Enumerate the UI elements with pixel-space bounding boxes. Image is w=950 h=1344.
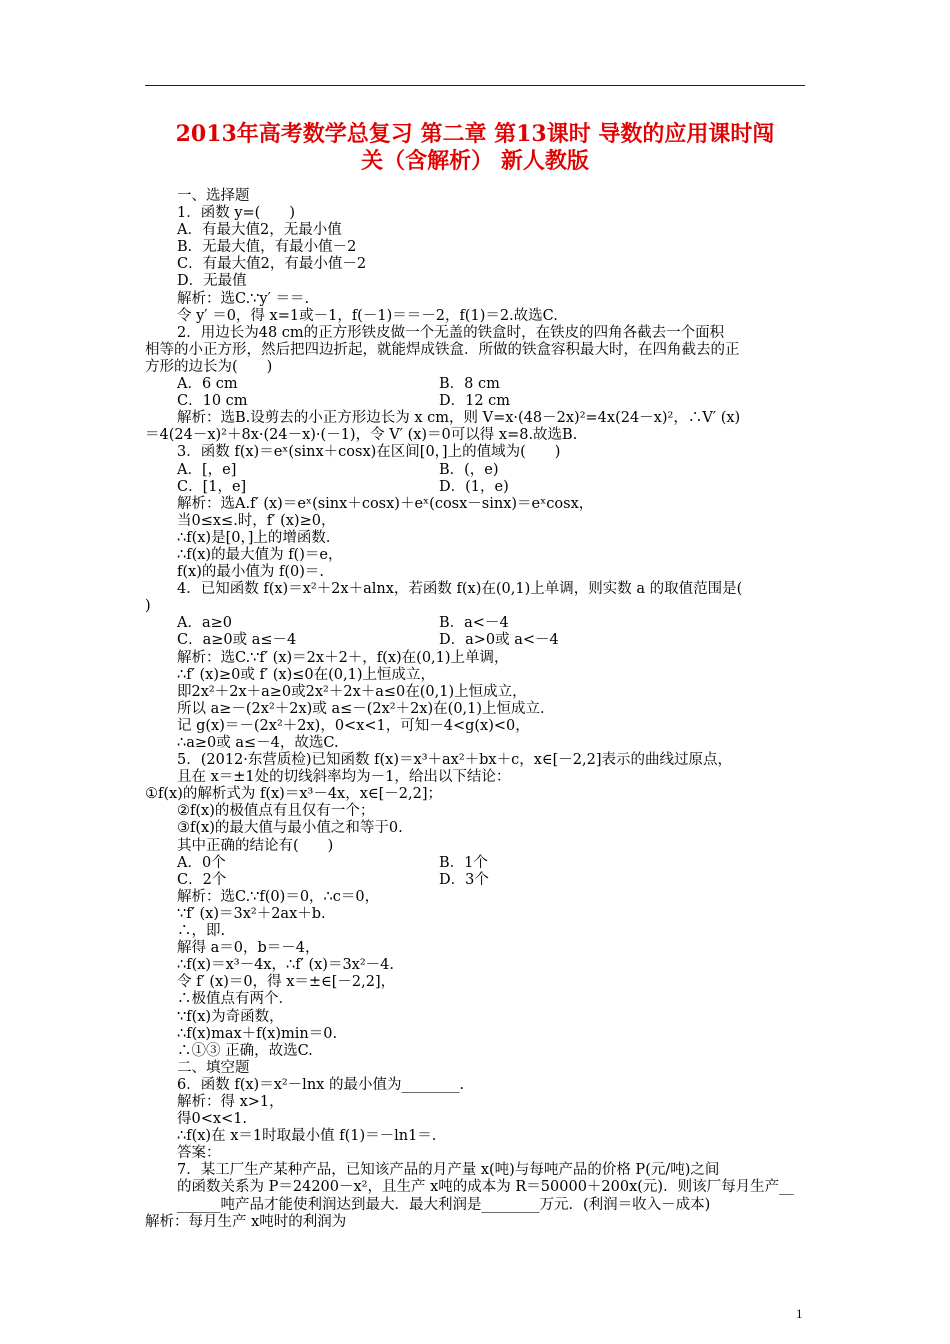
text-line: 6．函数 f(x)＝x²－lnx 的最小值为________.: [177, 1076, 465, 1093]
text-line: 即2x²＋2x＋a≥0或2x²＋2x＋a≤0在(0,1)上恒成立，: [177, 683, 527, 700]
option-choice: C．[1，e]: [177, 478, 247, 495]
text-line: ∴f(x)在 x＝1时取最小值 f(1)＝－ln1＝.: [177, 1128, 437, 1145]
option-choice: A．6 cm: [177, 376, 238, 393]
text-line: 得0<x<1.: [177, 1111, 248, 1128]
text-line: 的函数关系为 P＝24200－x²，且生产 x吨的成本为 R＝50000＋200x(元)．则该厂每月生产__: [177, 1179, 794, 1196]
text-line: 一、选择题: [177, 188, 250, 204]
text-line: 解析：得 x>1，: [177, 1093, 284, 1110]
text-line: ①f(x)的解析式为 f(x)＝x³－4x，x∈[－2,2]；: [145, 786, 443, 803]
text-line: ∴a≥0或 a≤－4，故选C.: [177, 735, 339, 751]
text-line: 2．用边长为48 cm的正方形铁皮做一个无盖的铁盒时，在铁皮的四角各截去一个面积: [177, 324, 725, 341]
text-line: f(x)的最小值为 f(0)＝.: [177, 564, 324, 581]
text-line: D．无最值: [177, 273, 247, 290]
text-line: A．有最大值2，无最小值: [177, 222, 342, 239]
text-line: ③f(x)的最大值与最小值之和等于0.: [177, 820, 403, 837]
text-line: 解析：选C.∵y′ ＝＝.: [177, 290, 310, 307]
text-line: ∴f′ (x)≥0或 f′ (x)≤0在(0,1)上恒成立，: [177, 666, 435, 683]
option-row: [177, 376, 807, 393]
text-line: 当0≤x≤.时，f′ (x)≥0，: [177, 512, 336, 529]
text-line: B．无最大值，有最小值－2: [177, 239, 357, 256]
text-line: ∴，即.: [177, 923, 226, 940]
text-line: ∵f′ (x)＝3x²＋2ax＋b.: [177, 905, 326, 922]
text-line: 令 y′ ＝0，得 x=1或－1，f(－1)＝＝－2，f(1)＝2.故选C.: [177, 307, 558, 324]
option-choice: D．a>0或 a<－4: [439, 632, 559, 649]
text-line: 解析：每月生产 x吨时的利润为: [145, 1213, 347, 1230]
text-line: ∴f(x)的最大值为 f()＝e，: [177, 546, 343, 563]
text-line: 二、填空题: [177, 1059, 250, 1076]
document-title-line-1: 2013年高考数学总复习 第二章 第13课时 导数的应用课时闯: [175, 121, 775, 147]
option-choice: B．(，e): [439, 461, 499, 478]
option-choice: A．[，e]: [177, 461, 237, 478]
text-line: ②f(x)的极值点有且仅有一个；: [177, 803, 375, 820]
text-line: 记 g(x)＝－(2x²＋2x)，0<x<1，可知－4<g(x)<0，: [177, 717, 530, 734]
option-row: [177, 479, 807, 496]
text-line: 5．(2012·东营质检)已知函数 f(x)＝x³＋ax²＋bx＋c，x∈[－2,2]表示的曲线过原点，: [177, 752, 733, 769]
text-line: 所以 a≥－(2x²＋2x)或 a≤－(2x²＋2x)在(0,1)上恒成立．: [177, 700, 555, 717]
text-line: 方形的边长为( ): [145, 358, 273, 375]
option-row: [177, 462, 807, 479]
text-line: 令 f′ (x)＝0，得 x＝±∈[－2,2]，: [177, 974, 396, 991]
text-line: ∴极值点有两个．: [177, 991, 293, 1008]
text-line: 答案：: [177, 1145, 221, 1162]
text-line: ______吨产品才能使利润达到最大．最大利润是________万元．(利润＝收入－成本): [177, 1196, 711, 1213]
text-line: 解得 a＝0，b＝－4，: [177, 940, 320, 957]
text-line: 解析：选A.f′ (x)＝eˣ(sinx＋cosx)＋eˣ(cosx－sinx)＝eˣcosx，: [177, 495, 594, 512]
text-line: ∴f(x)＝x³－4x，∴f′ (x)＝3x²－4.: [177, 957, 395, 974]
option-row: [177, 872, 807, 889]
document-body: [145, 188, 807, 1231]
text-line: 且在 x＝±1处的切线斜率均为－1，给出以下结论：: [177, 769, 511, 786]
text-line: 3．函数 f(x)＝eˣ(sinx＋cosx)在区间[0，]上的值域为( ): [177, 444, 561, 461]
text-line: 解析：选C.∵f(0)＝0，∴c＝0，: [177, 888, 380, 905]
option-choice: D．3个: [439, 871, 489, 888]
option-choice: B．8 cm: [439, 376, 500, 393]
text-line: 1．函数 y=( ): [177, 205, 295, 222]
option-row: [177, 393, 807, 410]
text-line: ∴①③ 正确，故选C.: [177, 1042, 313, 1059]
option-choice: D．(1，e): [439, 478, 509, 495]
option-choice: D．12 cm: [439, 393, 511, 410]
text-line: C．有最大值2，有最小值－2: [177, 256, 367, 273]
text-line: ∴f(x)是[0，]上的增函数．: [177, 529, 341, 546]
page-number: 1: [796, 1306, 803, 1321]
text-line: ): [145, 598, 151, 615]
text-line: 相等的小正方形，然后把四边折起，就能焊成铁盒．所做的铁盒容积最大时，在四角截去的正: [145, 341, 740, 358]
option-choice: B．1个: [439, 854, 488, 871]
option-choice: C．a≥0或 a≤－4: [177, 632, 297, 649]
option-row: [177, 632, 807, 649]
option-choice: B．a<－4: [439, 615, 509, 632]
text-line: 解析：选C.∵f′ (x)＝2x＋2＋，f(x)在(0,1)上单调，: [177, 649, 509, 666]
text-line: 其中正确的结论有( ): [177, 837, 334, 854]
text-line: ∴f(x)max＋f(x)min＝0.: [177, 1025, 338, 1042]
option-choice: C．10 cm: [177, 393, 248, 410]
option-row: [177, 855, 807, 872]
text-line: 7．某工厂生产某种产品，已知该产品的月产量 x(吨)与每吨产品的价格 P(元/吨)之间: [177, 1162, 720, 1179]
document-title-line-2: 关（含解析） 新人教版: [361, 148, 589, 174]
option-choice: C．2个: [177, 871, 227, 888]
text-line: 解析：选B.设剪去的小正方形边长为 x cm，则 V=x·(48－2x)²=4x(24－x)²，∴V′ (x): [177, 410, 741, 427]
option-choice: A．0个: [177, 854, 226, 871]
header-rule: [145, 85, 805, 86]
text-line: ＝4(24－x)²＋8x·(24－x)·(－1)，令 V′ (x)＝0可以得 x=8.故选B.: [145, 427, 578, 444]
text-line: ∵f(x)为奇函数，: [177, 1008, 284, 1025]
option-row: [177, 615, 807, 632]
option-choice: A．a≥0: [177, 615, 232, 632]
text-line: 4．已知函数 f(x)＝x²＋2x＋alnx，若函数 f(x)在(0,1)上单调，则实数 a 的取值范围是(: [177, 581, 743, 598]
